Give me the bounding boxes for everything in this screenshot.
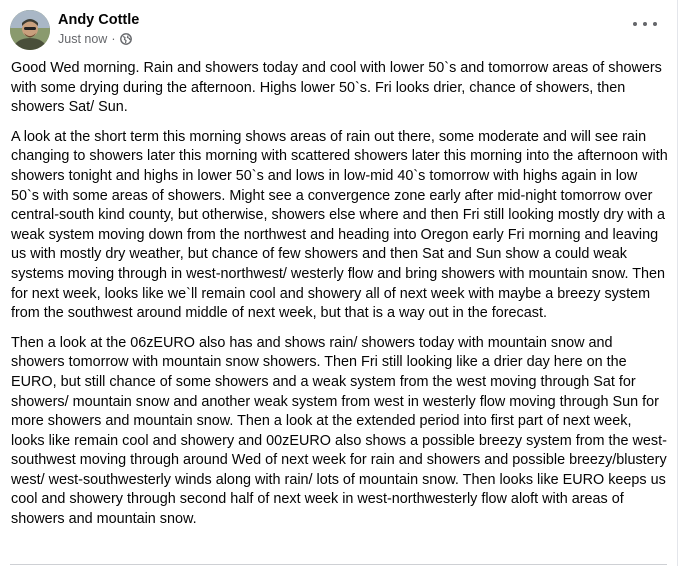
post-header xyxy=(10,10,667,50)
post-timestamp[interactable]: Just now xyxy=(58,32,108,46)
meta-separator: · xyxy=(111,32,116,46)
author-name[interactable]: Andy Cottle xyxy=(58,12,140,28)
globe-icon[interactable] xyxy=(120,33,132,45)
avatar-photo xyxy=(10,10,50,50)
post-paragraph-2: A look at the short term this morning shows areas of rain out there, some moderate and will see rain changing to showers later this morning with scattered showers later this morning into the afternoon with showers tonight and highs in lower 50`s and lows in low-mid 40`s tomorrow with highs again in low 50`s with some areas of showers. Might see a convergence zone early after mid-night tomorrow over central-south kind county, but otherwise, showers else where and then Fri still looking mostly dry with a weak system moving down from the northwest and heading into Oregon early Fri morning and leaving us with mostly dry weather, but chance of few showers and then Sat and Sun show a could weak systems moving through in west-northwest/ westerly flow and bring showers with mountain snow. Then for next week, looks like we`ll remain cool and showery all of next week with maybe a breezy system from the southwest around middle of next week, but that is a way out in the forecast. xyxy=(11,128,668,322)
avatar[interactable] xyxy=(10,10,50,50)
post-paragraph-1: Good Wed morning. Rain and showers today and cool with lower 50`s and tomorrow areas of showers with some drying during the afternoon. Highs lower 50`s. Fri looks drier, chance of showers, then showers Sat/ Sun. xyxy=(11,60,662,116)
divider xyxy=(10,564,667,565)
post-body xyxy=(11,59,669,540)
post-paragraph-3: Then a look at the 06zEURO also has and shows rain/ showers today with mountain snow and showers tomorrow with mountain snow showers. Then Fri still looking like a drier day here on the EURO, but still chance of some showers and a weak system from the west moving through Sat for showers/ mountain snow and another weak system from west in westerly flow moving through Sun for more showers and mountain snow. Then a look at the extended period into first part of next week, looks like remain cool and showery and 00zEURO also shows a possible breezy system from the west-southwest moving through around Wed of next week for rain and showers and possible breezy/blustery west/ west-southwesterly winds along with rain/ lots of mountain snow. Then looks like EURO keeps us cool and showery through second half of next week in west-northwesterly flow aloft with areas of showers and mountain snow. xyxy=(11,334,667,528)
post-meta xyxy=(58,32,132,46)
more-options-icon[interactable] xyxy=(633,16,657,32)
